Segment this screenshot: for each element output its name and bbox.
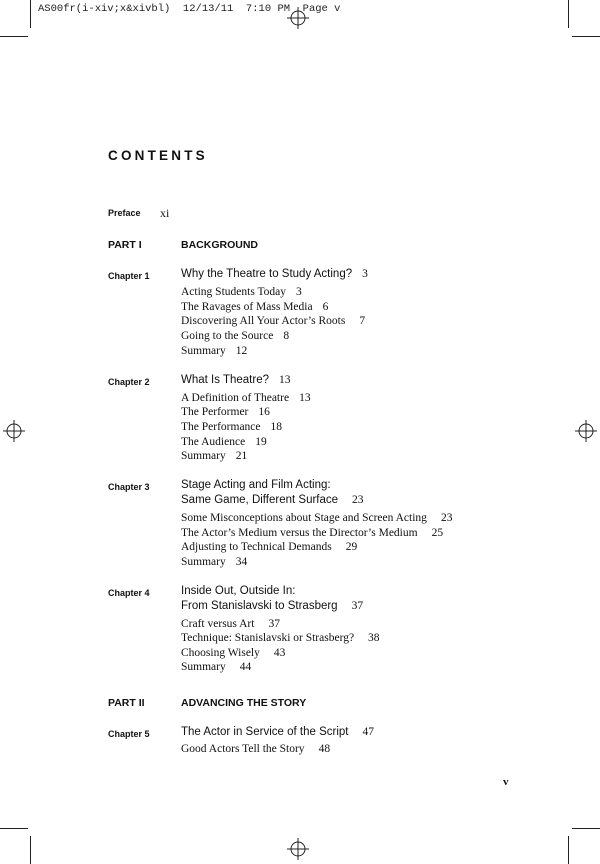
section-page-number: 21 (235, 450, 248, 462)
section-page-number: 34 (235, 556, 248, 568)
section-title: Adjusting to Technical Demands (181, 541, 332, 553)
part-label: PART I (108, 239, 142, 251)
section-entry[interactable] (181, 661, 251, 673)
crop-mark-top-right-v (568, 0, 569, 28)
section-page-number: 7 (359, 315, 366, 327)
section-page-number: 12 (235, 345, 248, 357)
chapter-label: Chapter 4 (108, 588, 150, 598)
chapter-title-text: Why the Theatre to Study Acting? (181, 268, 353, 280)
chapter-label: Chapter 5 (108, 729, 150, 739)
registration-mark-left-icon (3, 420, 25, 442)
chapter-title-text: The Actor in Service of the Script (181, 726, 349, 738)
chapter-page-number: 3 (362, 268, 368, 280)
section-title: The Performer (181, 406, 249, 418)
registration-mark-bottom-icon (287, 838, 309, 860)
part-title: BACKGROUND (181, 239, 258, 251)
chapter-title-line-1[interactable]: Stage Acting and Film Acting: (181, 479, 331, 491)
chapter-page-number: 37 (351, 600, 364, 612)
registration-mark-right-icon (575, 420, 597, 442)
section-title: Summary (181, 345, 226, 357)
section-page-number: 3 (296, 286, 302, 298)
crop-mark-top-left-h (0, 36, 28, 37)
section-page-number: 29 (345, 541, 358, 553)
section-entry[interactable] (181, 421, 282, 433)
section-entry[interactable] (181, 450, 247, 462)
chapter-title-line-1[interactable]: Inside Out, Outside In: (181, 585, 296, 597)
section-title: Acting Students Today (181, 286, 287, 298)
preface-label: Preface (108, 208, 141, 218)
section-entry[interactable] (181, 286, 302, 298)
section-title: The Ravages of Mass Media (181, 301, 313, 313)
chapter-title[interactable] (181, 600, 363, 612)
crop-mark-bottom-left-v (30, 836, 31, 864)
page-folio: v (503, 776, 509, 788)
section-title: Technique: Stanislavski or Strasberg? (181, 632, 355, 644)
section-title: Summary (181, 556, 226, 568)
chapter-page-number: 47 (362, 726, 374, 738)
section-title: Good Actors Tell the Story (181, 743, 305, 755)
section-entry[interactable] (181, 406, 270, 418)
section-title: Summary (181, 661, 226, 673)
section-entry[interactable] (181, 345, 247, 357)
section-page-number: 19 (255, 436, 267, 448)
section-title: Summary (181, 450, 226, 462)
section-title: The Performance (181, 421, 261, 433)
part-label: PART II (108, 697, 145, 709)
registration-mark-top-icon (287, 7, 309, 29)
section-page-number: 38 (368, 632, 380, 644)
section-entry[interactable] (181, 315, 365, 327)
section-entry[interactable] (181, 556, 247, 568)
printer-slug: AS00fr(i-xiv;x&xivbl) 12/13/11 7:10 PM Page v (38, 3, 341, 15)
crop-mark-bottom-left-h (0, 828, 28, 829)
chapter-title[interactable] (181, 726, 374, 738)
section-title: A Definition of Theatre (181, 392, 290, 404)
section-entry[interactable] (181, 743, 330, 755)
chapter-title[interactable] (181, 268, 368, 280)
chapter-page-number: 13 (279, 374, 291, 386)
section-entry[interactable] (181, 436, 267, 448)
section-entry[interactable] (181, 618, 280, 630)
section-entry[interactable] (181, 632, 380, 644)
crop-mark-top-right-h (572, 36, 600, 37)
section-entry[interactable] (181, 541, 357, 553)
section-entry[interactable] (181, 527, 443, 539)
section-page-number: 48 (318, 743, 331, 755)
section-page-number: 25 (431, 527, 444, 539)
section-entry[interactable] (181, 330, 289, 342)
section-title: Craft versus Art (181, 618, 255, 630)
chapter-title[interactable] (181, 494, 364, 506)
chapter-label: Chapter 3 (108, 482, 150, 492)
section-entry[interactable] (181, 392, 311, 404)
contents-heading: CONTENTS (108, 148, 208, 163)
section-page-number: 23 (440, 512, 453, 524)
section-title: Choosing Wisely (181, 647, 260, 659)
section-entry[interactable] (181, 512, 452, 524)
chapter-title-text: From Stanislavski to Strasberg (181, 600, 338, 612)
part-title: ADVANCING THE STORY (181, 697, 307, 709)
section-title: Going to the Source (181, 330, 274, 342)
section-entry[interactable] (181, 647, 285, 659)
chapter-label: Chapter 1 (108, 271, 150, 281)
section-page-number: 44 (239, 661, 252, 673)
section-page-number: 8 (283, 330, 290, 342)
section-page-number: 43 (273, 647, 286, 659)
section-page-number: 13 (299, 392, 311, 404)
section-title: The Actor’s Medium versus the Director’s Medium (181, 527, 418, 539)
section-page-number: 6 (322, 301, 329, 313)
section-title: Discovering All Your Actor’s Roots (181, 315, 346, 327)
chapter-title[interactable] (181, 374, 291, 386)
section-page-number: 18 (270, 421, 283, 433)
section-page-number: 16 (258, 406, 270, 418)
preface-page-number: xi (160, 206, 170, 220)
section-title: The Audience (181, 436, 246, 448)
section-title: Some Misconceptions about Stage and Screen Acting (181, 512, 427, 524)
section-page-number: 37 (268, 618, 280, 630)
chapter-title-text: Same Game, Different Surface (181, 494, 339, 506)
crop-mark-top-left-v (30, 0, 31, 28)
crop-mark-bottom-right-h (572, 828, 600, 829)
section-entry[interactable] (181, 301, 328, 313)
chapter-title-text: What Is Theatre? (181, 374, 269, 386)
chapter-page-number: 23 (352, 494, 364, 506)
chapter-label: Chapter 2 (108, 377, 150, 387)
crop-mark-bottom-right-v (568, 836, 569, 864)
